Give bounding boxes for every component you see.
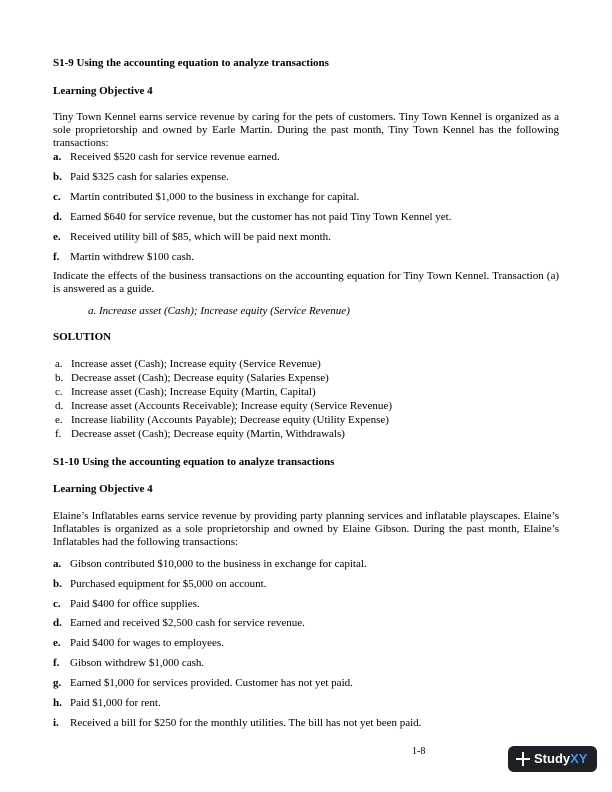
item-text: Paid $325 cash for salaries expense.: [70, 171, 229, 183]
badge-study: Study: [534, 751, 571, 766]
item-letter: e.: [53, 231, 61, 243]
item-text: Decrease asset (Cash); Decrease equity (Martin, Withdrawals): [71, 428, 345, 440]
intro-paragraph: Tiny Town Kennel earns service revenue by caring for the pets of customers. Tiny Town Kennel is organized as a sole proprietorship and owned by Earle Martin. During the past month, Tiny Town Kennel has the following transactions:: [53, 111, 559, 149]
item-text: Earned $640 for service revenue, but the customer has not paid Tiny Town Kennel yet.: [70, 211, 452, 223]
item-letter: f.: [53, 657, 60, 669]
item-letter: i.: [53, 717, 59, 729]
learning-objective: Learning Objective 4: [53, 85, 153, 97]
item-letter: d.: [53, 617, 62, 629]
item-letter: a.: [55, 358, 63, 370]
item-letter: d.: [53, 211, 62, 223]
item-text: Martin withdrew $100 cash.: [70, 251, 195, 263]
item-letter: d.: [55, 400, 64, 412]
item-text: Paid $400 for wages to employees.: [70, 637, 224, 649]
item-letter: b.: [53, 578, 62, 590]
solution-heading: SOLUTION: [53, 331, 112, 343]
item-letter: c.: [53, 191, 61, 203]
item-text: Increase asset (Cash); Increase equity (Service Revenue): [71, 358, 321, 370]
item-text: Received $520 cash for service revenue earned.: [70, 151, 280, 163]
item-letter: b.: [55, 372, 64, 384]
studyxy-badge[interactable]: [508, 746, 597, 772]
item-letter: e.: [53, 637, 61, 649]
item-letter: f.: [53, 251, 60, 263]
section-heading: S1-9 Using the accounting equation to analyze transactions: [53, 57, 329, 69]
item-text: Earned and received $2,500 cash for service revenue.: [70, 617, 305, 629]
item-text: Purchased equipment for $5,000 on account.: [70, 578, 267, 590]
section-heading: S1-10 Using the accounting equation to analyze transactions: [53, 456, 335, 468]
badge-xy: XY: [570, 751, 588, 766]
item-letter: c.: [53, 598, 61, 610]
plus-icon: [516, 752, 530, 766]
badge-label: [534, 751, 587, 766]
item-letter: a.: [53, 558, 62, 570]
item-letter: f.: [55, 428, 62, 440]
item-text: Gibson contributed $10,000 to the business in exchange for capital.: [70, 558, 367, 570]
item-text: Received a bill for $250 for the monthly utilities. The bill has not yet been paid.: [70, 717, 422, 729]
item-text: Increase asset (Accounts Receivable); Increase equity (Service Revenue): [71, 400, 392, 412]
item-letter: e.: [55, 414, 63, 426]
item-text: Paid $400 for office supplies.: [70, 598, 200, 610]
item-text: Increase liability (Accounts Payable); Decrease equity (Utility Expense): [71, 414, 389, 426]
learning-objective: Learning Objective 4: [53, 483, 153, 495]
instruction-paragraph: Indicate the effects of the business transactions on the accounting equation for Tiny Town Kennel. Transaction (a) is answered as a guide.: [53, 270, 559, 295]
item-text: Martin contributed $1,000 to the business in exchange for capital.: [70, 191, 360, 203]
guide-answer: a. Increase asset (Cash); Increase equity (Service Revenue): [88, 305, 350, 317]
page-number: 1-8: [412, 746, 426, 757]
item-text: Received utility bill of $85, which will be paid next month.: [70, 231, 331, 243]
item-text: Increase asset (Cash); Increase Equity (Martin, Capital): [71, 386, 316, 398]
item-letter: b.: [53, 171, 62, 183]
item-letter: h.: [53, 697, 62, 709]
item-text: Earned $1,000 for services provided. Customer has not yet paid.: [70, 677, 353, 689]
item-text: Gibson withdrew $1,000 cash.: [70, 657, 205, 669]
item-text: Paid $1,000 for rent.: [70, 697, 161, 709]
item-letter: c.: [55, 386, 63, 398]
item-letter: a.: [53, 151, 62, 163]
intro-paragraph: Elaine’s Inflatables earns service revenue by providing party planning services and inflatable playscapes. Elaine’s Inflatables is organized as a sole proprietorship and owned by Elaine Gibson. During the past month, Elaine’s Inflatables had the following transactions:: [53, 510, 559, 548]
item-letter: g.: [53, 677, 62, 689]
item-text: Decrease asset (Cash); Decrease equity (Salaries Expense): [71, 372, 329, 384]
